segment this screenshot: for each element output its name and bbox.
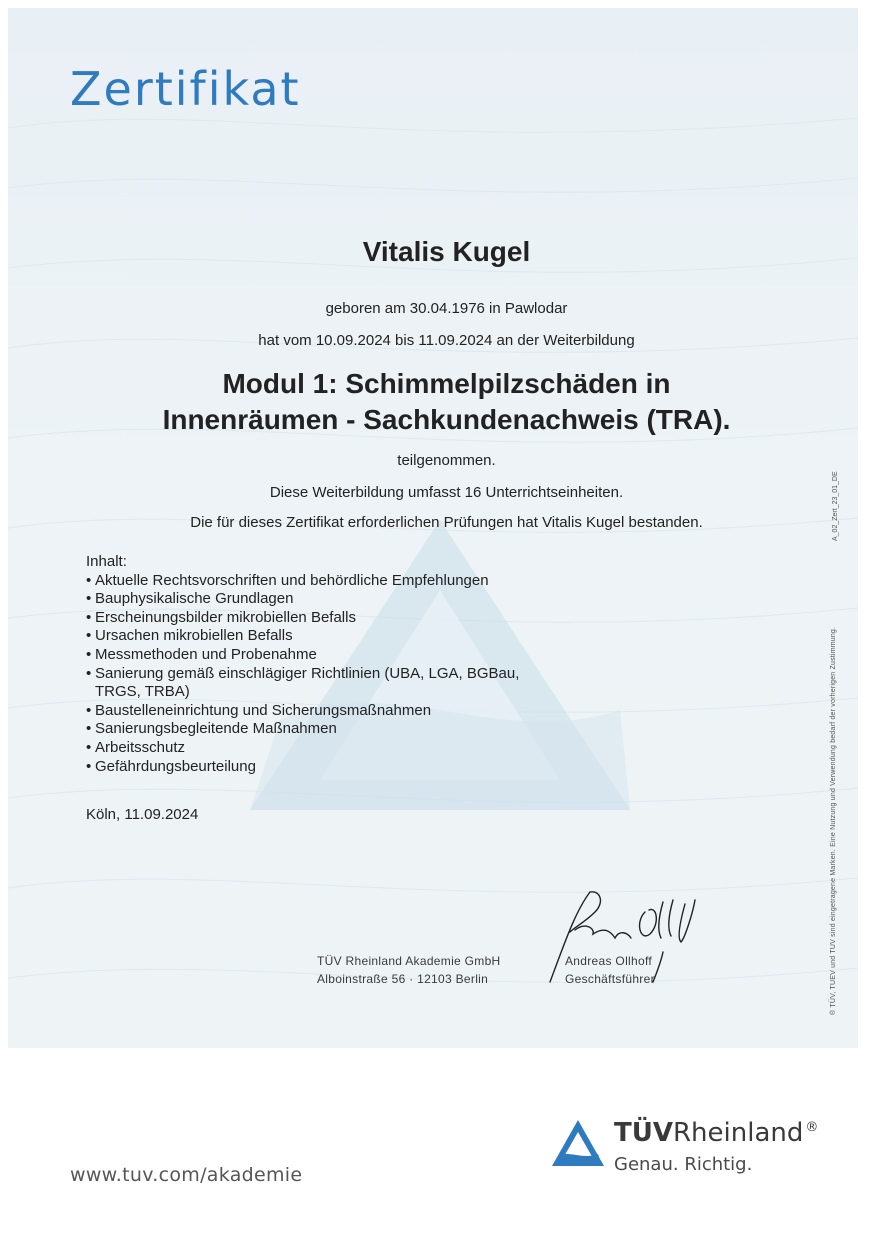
issuer-address: Alboinstraße 56 · 12103 Berlin bbox=[317, 972, 489, 986]
issuer-name: TÜV Rheinland Akademie GmbH bbox=[317, 954, 501, 968]
course-title bbox=[0, 366, 893, 438]
list-item: • Sanierung gemäß einschlägiger Richtlinien (UBA, LGA, BGBau, TRGS, TRBA) bbox=[86, 665, 557, 702]
participation-text: teilgenommen. bbox=[397, 452, 496, 469]
registered-mark: ® bbox=[805, 1120, 819, 1135]
list-item: • Bauphysikalische Grundlagen bbox=[86, 590, 606, 609]
signatory-role: Geschäftsführer bbox=[565, 972, 655, 986]
contents-heading: Inhalt: bbox=[86, 553, 127, 570]
logo-wordmark-bold: TÜV bbox=[614, 1118, 673, 1148]
issuer-block bbox=[317, 952, 501, 988]
document-code: A_02_Zert_23_01_DE bbox=[832, 471, 839, 541]
birth-info: geboren am 30.04.1976 in Pawlodar bbox=[325, 300, 568, 317]
attendance-info: hat vom 10.09.2024 bis 11.09.2024 an der Weiterbildung bbox=[258, 332, 635, 349]
certificate-title: Zertifikat bbox=[70, 62, 301, 116]
list-item: • Ursachen mikrobiellen Befalls bbox=[86, 627, 606, 646]
signatory-block bbox=[565, 952, 655, 988]
list-item: • Sanierungsbegleitende Maßnahmen bbox=[86, 720, 606, 739]
exam-text: Die für dieses Zertifikat erforderlichen Prüfungen hat Vitalis Kugel bestanden. bbox=[190, 514, 703, 531]
logo-wordmark bbox=[614, 1118, 818, 1148]
list-item: • Baustelleneinrichtung und Sicherungsmaßnahmen bbox=[86, 702, 606, 721]
recipient-name: Vitalis Kugel bbox=[362, 236, 531, 267]
units-text: Diese Weiterbildung umfasst 16 Unterrichtseinheiten. bbox=[269, 484, 624, 501]
tuv-rheinland-logo bbox=[552, 1118, 819, 1190]
signatory-name: Andreas Ollhoff bbox=[565, 954, 652, 968]
list-item: • Gefährdungsbeurteilung bbox=[86, 758, 606, 777]
course-title-line-1: Modul 1: Schimmelpilzschäden in bbox=[222, 368, 671, 399]
logo-wordmark-rest: Rheinland bbox=[672, 1118, 804, 1148]
contents-section bbox=[86, 553, 606, 776]
list-item: • Aktuelle Rechtsvorschriften und behördliche Empfehlungen bbox=[86, 572, 606, 591]
contents-list bbox=[86, 572, 606, 777]
list-item: • Erscheinungsbilder mikrobiellen Befalls bbox=[86, 609, 606, 628]
trademark-notice: ® TÜV, TUEV und TUV sind eingetragene Marken. Eine Nutzung und Verwendung bedarf der vorherigen Zustimmung. bbox=[830, 626, 837, 1015]
logo-tagline: Genau. Richtig. bbox=[614, 1154, 753, 1175]
list-item: • Arbeitsschutz bbox=[86, 739, 606, 758]
list-item: • Messmethoden und Probenahme bbox=[86, 646, 606, 665]
place-date: Köln, 11.09.2024 bbox=[86, 806, 199, 823]
tuv-logo-triangle-icon bbox=[552, 1120, 604, 1166]
course-title-line-2: Innenräumen - Sachkundenachweis (TRA). bbox=[162, 404, 731, 435]
footer-url: www.tuv.com/akademie bbox=[70, 1164, 303, 1186]
